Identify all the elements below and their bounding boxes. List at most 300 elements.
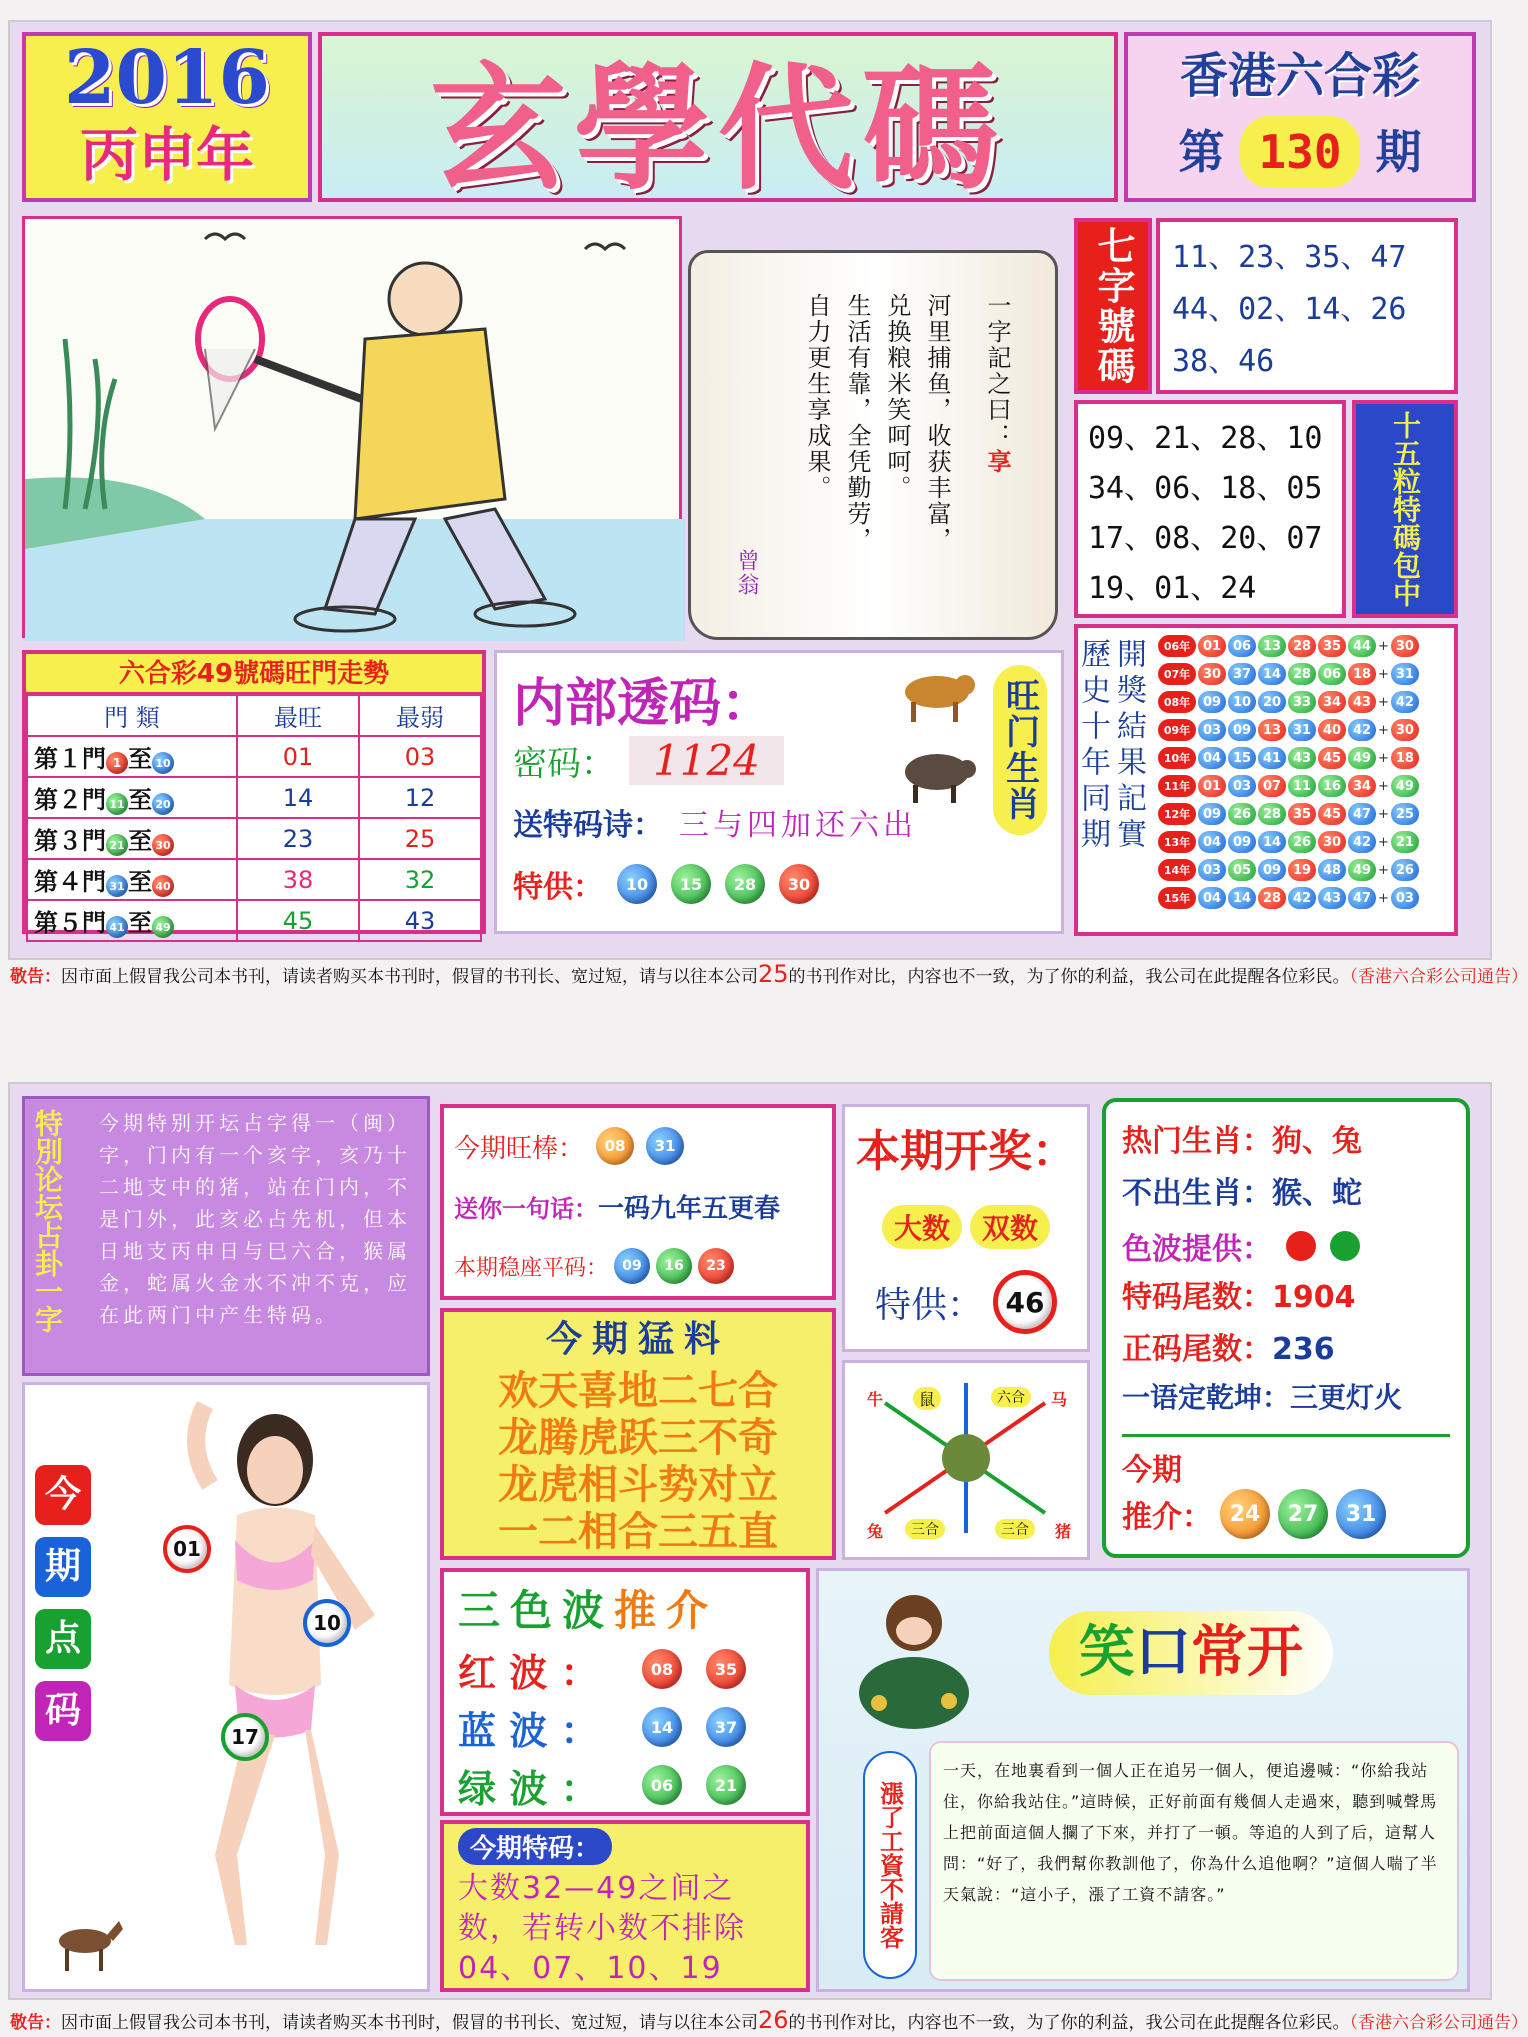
door-to: 49 bbox=[152, 916, 174, 938]
hot-rec-label-a: 今期 bbox=[1122, 1453, 1182, 1488]
ping-ball: 23 bbox=[698, 1248, 734, 1284]
waves-red-label: 红 波 ： bbox=[458, 1650, 599, 1695]
notice-label: 敬告： bbox=[10, 2013, 61, 2033]
trend-table-box bbox=[22, 650, 486, 937]
hot-rec-box bbox=[1122, 1434, 1450, 1539]
inside-special-ball: 10 bbox=[617, 864, 657, 904]
monkey-money-image bbox=[849, 1583, 979, 1733]
history-num: 43 bbox=[1288, 747, 1316, 769]
joke-side: 漲了工資不請客 bbox=[863, 1751, 917, 1979]
fierce-line-2: 龙腾虎跃三不奇 bbox=[498, 1415, 778, 1461]
seven-codes-line-1: 11、23、35、47 bbox=[1172, 240, 1407, 275]
history-num: 19 bbox=[1288, 859, 1316, 881]
notice-number: 26 bbox=[758, 2006, 789, 2034]
history-num: 28 bbox=[1288, 663, 1316, 685]
history-num: 49 bbox=[1348, 747, 1376, 769]
history-num: 06 bbox=[1318, 663, 1346, 685]
hot-value: 猴、蛇 bbox=[1272, 1176, 1362, 1211]
model-image bbox=[125, 1385, 425, 1985]
history-num: 01 bbox=[1198, 775, 1226, 797]
history-num: 26 bbox=[1228, 803, 1256, 825]
history-year: 14年 bbox=[1158, 859, 1196, 881]
forum-box bbox=[22, 1096, 430, 1376]
history-year: 11年 bbox=[1158, 775, 1196, 797]
trend-min: 43 bbox=[359, 900, 481, 941]
hot-line-4 bbox=[1122, 1272, 1450, 1324]
history-num: 33 bbox=[1288, 691, 1316, 713]
waves-title-a: 三色波 bbox=[458, 1586, 615, 1635]
joke-title-a: 笑 bbox=[1079, 1620, 1135, 1685]
poem-line-1: 河里捕鱼，收获丰富， bbox=[923, 293, 951, 553]
poem-line-3: 生活有靠，全凭勤劳， bbox=[843, 293, 871, 553]
history-special: 31 bbox=[1391, 663, 1419, 685]
history-special: 21 bbox=[1391, 831, 1419, 853]
point-code-char: 今 bbox=[35, 1465, 91, 1525]
issue-suffix: 期 bbox=[1375, 125, 1422, 179]
trend-header-type: 門 類 bbox=[27, 695, 237, 736]
hot-box bbox=[1102, 1098, 1470, 1558]
history-num: 14 bbox=[1258, 831, 1286, 853]
door-to-word: 至 bbox=[128, 867, 152, 896]
compass-n2: 鼠 bbox=[913, 1387, 941, 1410]
tiger-image bbox=[897, 657, 977, 727]
fierce-line-4: 一二相合三五直 bbox=[498, 1509, 778, 1555]
door-to-word: 至 bbox=[128, 785, 152, 814]
draw-special-label: 特供： bbox=[874, 1284, 983, 1326]
king-box bbox=[440, 1104, 836, 1300]
list-item: 12年 09 26 28 35 45 47 + 25 bbox=[1158, 800, 1458, 828]
history-label-b: 開獎結果記實 bbox=[1111, 638, 1146, 854]
history-num: 03 bbox=[1198, 719, 1226, 741]
history-num: 34 bbox=[1318, 691, 1346, 713]
king-line bbox=[454, 1116, 822, 1176]
year-name: 丙申年 bbox=[79, 121, 254, 189]
page-title: 玄學代碼 bbox=[430, 49, 1006, 209]
history-year: 12年 bbox=[1158, 803, 1196, 825]
hot-label: 一语定乾坤： bbox=[1122, 1381, 1291, 1414]
history-num: 16 bbox=[1318, 775, 1346, 797]
waves-box bbox=[440, 1568, 810, 1816]
history-special: 18 bbox=[1391, 747, 1419, 769]
draw-special-line bbox=[845, 1257, 1087, 1347]
inside-special-label: 特供： bbox=[513, 870, 603, 905]
history-num: 40 bbox=[1318, 719, 1346, 741]
notice-text-b: 的书刊作对比，内容也不一致，为了你的利益，我公司在此提醒各位彩民。 bbox=[788, 967, 1350, 987]
door-to-word: 至 bbox=[128, 826, 152, 855]
notice-text-b: 的书刊作对比，内容也不一致，为了你的利益，我公司在此提醒各位彩民。 bbox=[788, 2013, 1350, 2033]
door-to-word: 至 bbox=[128, 744, 152, 773]
list-item: 15年 04 14 28 42 43 47 + 03 bbox=[1158, 884, 1458, 912]
history-num: 04 bbox=[1198, 831, 1226, 853]
compass-s1: 兔 bbox=[867, 1522, 884, 1541]
brand-name: 香港六合彩 bbox=[1179, 48, 1420, 104]
history-num: 20 bbox=[1258, 691, 1286, 713]
table-row bbox=[27, 736, 481, 777]
hot-value: 1904 bbox=[1272, 1280, 1356, 1315]
history-num: 07 bbox=[1258, 775, 1286, 797]
history-num: 41 bbox=[1258, 747, 1286, 769]
trend-min: 32 bbox=[359, 859, 481, 900]
history-num: 10 bbox=[1228, 691, 1256, 713]
history-year: 10年 bbox=[1158, 747, 1196, 769]
notice-text-a: 因市面上假冒我公司本书刊，请读者购买本书刊时，假冒的书刊长、宽过短，请与以往本公司 bbox=[61, 2013, 758, 2033]
trend-max: 01 bbox=[237, 736, 359, 777]
compass-n4: 马 bbox=[1051, 1390, 1068, 1409]
history-num: 09 bbox=[1198, 803, 1226, 825]
phrase-line bbox=[454, 1176, 822, 1236]
notice-number: 25 bbox=[758, 960, 789, 988]
hot-rec-ball: 31 bbox=[1336, 1489, 1386, 1539]
history-num: 48 bbox=[1318, 859, 1346, 881]
special-code-text: 大数32—49之间之数，若转小数不排除04、07、10、19 bbox=[458, 1871, 746, 1986]
door-to: 20 bbox=[152, 793, 174, 815]
inside-box bbox=[494, 650, 1064, 934]
phrase-label: 送你一句话： bbox=[454, 1194, 598, 1223]
waves-ball: 14 bbox=[642, 1707, 682, 1747]
list-item: 08年 09 10 20 33 34 43 + 42 bbox=[1158, 688, 1458, 716]
trend-max: 23 bbox=[237, 818, 359, 859]
trend-door bbox=[27, 736, 237, 777]
history-special: 42 bbox=[1391, 691, 1419, 713]
history-num: 14 bbox=[1228, 887, 1256, 909]
seven-codes-line-3: 38、46 bbox=[1172, 344, 1275, 379]
issue-line bbox=[1128, 116, 1472, 188]
poem-title bbox=[980, 293, 1015, 593]
green-dot-icon bbox=[1330, 1231, 1360, 1261]
history-num: 18 bbox=[1348, 663, 1376, 685]
notice-label: 敬告： bbox=[10, 967, 61, 987]
trend-door bbox=[27, 859, 237, 900]
waves-red-line bbox=[458, 1640, 792, 1698]
poem-signature: 曾翁 bbox=[734, 549, 759, 597]
trend-max: 38 bbox=[237, 859, 359, 900]
inside-special-ball: 30 bbox=[779, 864, 819, 904]
history-num: 42 bbox=[1348, 831, 1376, 853]
draw-special-ball: 46 bbox=[993, 1270, 1057, 1334]
history-num: 28 bbox=[1258, 887, 1286, 909]
history-num: 35 bbox=[1318, 635, 1346, 657]
history-year: 13年 bbox=[1158, 831, 1196, 853]
fierce-box bbox=[440, 1308, 836, 1560]
history-special: 30 bbox=[1391, 719, 1419, 741]
waves-ball: 08 bbox=[642, 1649, 682, 1689]
history-special: 03 bbox=[1391, 887, 1419, 909]
trend-door bbox=[27, 777, 237, 818]
door-name: 第４門 bbox=[34, 867, 106, 896]
point-code-label bbox=[35, 1465, 91, 1741]
fifteen-codes-line-2: 34、06、18、05 bbox=[1088, 471, 1323, 506]
door-from: 21 bbox=[106, 834, 128, 856]
inside-special-line bbox=[513, 853, 1045, 915]
inside-special-ball: 15 bbox=[671, 864, 711, 904]
notice-org: （香港六合彩公司通告） bbox=[1349, 967, 1528, 987]
seven-codes-values bbox=[1156, 218, 1458, 394]
hot-rec-label-b: 推介： bbox=[1122, 1500, 1212, 1535]
history-num: 42 bbox=[1288, 887, 1316, 909]
history-box bbox=[1074, 624, 1458, 936]
notice-bottom bbox=[10, 2006, 1528, 2034]
history-num: 28 bbox=[1288, 635, 1316, 657]
ping-label: 本期稳座平码： bbox=[454, 1255, 609, 1281]
joke-title-c: 常开 bbox=[1191, 1620, 1303, 1685]
history-num: 47 bbox=[1348, 803, 1376, 825]
draw-box bbox=[842, 1104, 1090, 1352]
point-code-ball: 10 bbox=[303, 1599, 351, 1647]
door-name: 第１門 bbox=[34, 744, 106, 773]
history-year: 08年 bbox=[1158, 691, 1196, 713]
fifteen-codes-line-4: 19、01、24 bbox=[1088, 571, 1257, 606]
trend-title: 六合彩49號碼旺門走勢 bbox=[26, 654, 482, 694]
history-num: 45 bbox=[1318, 747, 1346, 769]
door-name: 第２門 bbox=[34, 785, 106, 814]
point-code-char: 码 bbox=[35, 1681, 91, 1741]
hot-label: 热门生肖： bbox=[1122, 1124, 1272, 1159]
draw-title: 本期开奖： bbox=[856, 1126, 1076, 1177]
table-row bbox=[27, 859, 481, 900]
waves-ball: 35 bbox=[706, 1649, 746, 1689]
history-num: 49 bbox=[1348, 859, 1376, 881]
compass-n3: 六合 bbox=[991, 1387, 1031, 1407]
brand-box bbox=[1124, 32, 1476, 202]
door-to-word: 至 bbox=[128, 908, 152, 937]
trend-header-row bbox=[27, 695, 481, 736]
fierce-title: 今期猛料 bbox=[545, 1319, 730, 1360]
history-year: 06年 bbox=[1158, 635, 1196, 657]
waves-ball: 21 bbox=[706, 1765, 746, 1805]
door-to: 40 bbox=[152, 875, 174, 897]
waves-title bbox=[458, 1578, 792, 1640]
trend-header-max: 最旺 bbox=[237, 695, 359, 736]
hot-rec-ball: 24 bbox=[1220, 1489, 1270, 1539]
history-num: 47 bbox=[1348, 887, 1376, 909]
list-item: 13年 04 09 14 26 30 42 + 21 bbox=[1158, 828, 1458, 856]
ping-ball: 16 bbox=[656, 1248, 692, 1284]
inside-special-ball: 28 bbox=[725, 864, 765, 904]
history-special: 25 bbox=[1391, 803, 1419, 825]
fierce-line-1: 欢天喜地二七合 bbox=[498, 1368, 778, 1414]
door-to: 10 bbox=[152, 752, 174, 774]
ping-ball: 09 bbox=[614, 1248, 650, 1284]
trend-table bbox=[26, 694, 482, 942]
forum-label: 特別论坛占卦一字 bbox=[31, 1109, 64, 1333]
door-name: 第３門 bbox=[34, 826, 106, 855]
year-number: 2016 bbox=[64, 35, 270, 121]
trend-header-min: 最弱 bbox=[359, 695, 481, 736]
hot-label: 不出生肖： bbox=[1122, 1176, 1272, 1211]
list-item: 06年 01 06 13 28 35 44 + 30 bbox=[1158, 632, 1458, 660]
notice-text-a: 因市面上假冒我公司本书刊，请读者购买本书刊时，假冒的书刊长、宽过短，请与以往本公司 bbox=[61, 967, 758, 987]
hot-value: 狗、兔 bbox=[1272, 1124, 1362, 1159]
door-to: 30 bbox=[152, 834, 174, 856]
history-num: 11 bbox=[1288, 775, 1316, 797]
compass-s2: 三合 bbox=[905, 1519, 945, 1539]
seven-codes-label: 七字號碼 bbox=[1091, 226, 1135, 386]
history-special: 26 bbox=[1391, 859, 1419, 881]
point-code-char: 点 bbox=[35, 1609, 91, 1669]
joke-title-b: 口 bbox=[1135, 1620, 1191, 1685]
inside-code-label: 密码： bbox=[513, 743, 615, 784]
waves-blue-line bbox=[458, 1698, 792, 1756]
door-from: 11 bbox=[106, 793, 128, 815]
joke-box bbox=[816, 1568, 1470, 1992]
waves-title-b: 推介 bbox=[614, 1586, 719, 1635]
point-code-ball: 01 bbox=[163, 1525, 211, 1573]
fifteen-codes-box bbox=[1352, 400, 1458, 618]
poem-title-text: 一字記之曰： bbox=[983, 293, 1011, 449]
hot-label: 正码尾数： bbox=[1122, 1332, 1272, 1367]
trend-max: 14 bbox=[237, 777, 359, 818]
hot-value: 236 bbox=[1272, 1332, 1335, 1367]
trend-door bbox=[27, 900, 237, 941]
history-num: 06 bbox=[1228, 635, 1256, 657]
history-num: 09 bbox=[1228, 831, 1256, 853]
inside-title: 内部透码： bbox=[513, 674, 774, 734]
table-row bbox=[27, 900, 481, 941]
history-num: 01 bbox=[1198, 635, 1226, 657]
door-from: 31 bbox=[106, 875, 128, 897]
history-num: 45 bbox=[1318, 803, 1346, 825]
hot-line-3 bbox=[1122, 1220, 1450, 1272]
history-num: 30 bbox=[1198, 663, 1226, 685]
history-label-a: 歷史十年同期 bbox=[1075, 638, 1110, 854]
hot-label: 特码尾数： bbox=[1122, 1280, 1272, 1315]
history-num: 43 bbox=[1348, 691, 1376, 713]
waves-green-label: 绿 波 ： bbox=[458, 1766, 599, 1811]
hot-line-1 bbox=[1122, 1116, 1450, 1168]
hot-label: 色波提供： bbox=[1122, 1232, 1272, 1267]
history-num: 04 bbox=[1198, 887, 1226, 909]
horse-image bbox=[45, 1915, 125, 1975]
phrase-text: 一码九年五更春 bbox=[598, 1193, 781, 1224]
hot-rec-line bbox=[1122, 1489, 1450, 1539]
table-row bbox=[27, 818, 481, 859]
fifteen-codes-line-3: 17、08、20、07 bbox=[1088, 521, 1323, 556]
king-ball: 31 bbox=[646, 1127, 684, 1165]
history-num: 28 bbox=[1258, 803, 1286, 825]
red-dot-icon bbox=[1286, 1231, 1316, 1261]
history-special: 30 bbox=[1391, 635, 1419, 657]
inside-code: 1124 bbox=[629, 736, 784, 785]
list-item: 07年 30 37 14 28 06 18 + 31 bbox=[1158, 660, 1458, 688]
inside-poem-label: 送特码诗： bbox=[513, 808, 663, 843]
history-year: 15年 bbox=[1158, 887, 1196, 909]
history-num: 44 bbox=[1348, 635, 1376, 657]
fisherman-image bbox=[25, 219, 685, 641]
fifteen-codes-values bbox=[1074, 400, 1346, 618]
point-code-ball: 17 bbox=[221, 1713, 269, 1761]
door-name: 第５門 bbox=[34, 908, 106, 937]
door-from: 1 bbox=[106, 752, 128, 774]
compass-s3: 三合 bbox=[995, 1519, 1035, 1539]
point-code-box bbox=[22, 1382, 430, 1992]
ping-line bbox=[454, 1236, 822, 1296]
poem-scroll bbox=[688, 250, 1058, 640]
fierce-line-3: 龙虎相斗势对立 bbox=[498, 1462, 778, 1508]
list-item: 14年 03 05 09 19 48 49 + 26 bbox=[1158, 856, 1458, 884]
fifteen-codes-line-1: 09、21、28、10 bbox=[1088, 421, 1323, 456]
joke-text: 一天，在地裏看到一個人正在追另一個人，便追邊喊：“你給我站住，你給我站住。”這時候，正好前面有幾個人走過來，聽到喊聲馬上把前面這個人攔了下來，并打了一頓。等追的人到了后，這幫人問：“好了，我們幫你教訓他了，你為什么追他啊？”這個人喘了半天氣說：“這小子，漲了工資不請客。” bbox=[929, 1741, 1459, 1981]
title-box bbox=[318, 32, 1118, 209]
king-label: 今期旺棒： bbox=[454, 1133, 585, 1164]
history-num: 43 bbox=[1318, 887, 1346, 909]
history-num: 26 bbox=[1288, 831, 1316, 853]
history-year: 07年 bbox=[1158, 663, 1196, 685]
notice-org: （香港六合彩公司通告） bbox=[1349, 2013, 1528, 2033]
door-from: 41 bbox=[106, 916, 128, 938]
compass-box bbox=[842, 1360, 1090, 1560]
notice-top bbox=[10, 960, 1528, 988]
issue-number: 130 bbox=[1240, 116, 1359, 188]
issue-prefix: 第 bbox=[1178, 125, 1225, 179]
special-code-box bbox=[440, 1820, 810, 1992]
poem-title-word: 享 bbox=[983, 449, 1011, 475]
inside-poem: 三与四加还六出 bbox=[679, 808, 917, 843]
list-item: 11年 01 03 07 11 16 34 + 49 bbox=[1158, 772, 1458, 800]
seven-codes-box bbox=[1074, 218, 1152, 394]
history-num: 04 bbox=[1198, 747, 1226, 769]
draw-tag-b: 双数 bbox=[970, 1205, 1050, 1249]
waves-ball: 06 bbox=[642, 1765, 682, 1805]
special-code-title: 今期特码： bbox=[458, 1828, 612, 1865]
trend-min: 03 bbox=[359, 736, 481, 777]
list-item: 09年 03 09 13 31 40 42 + 30 bbox=[1158, 716, 1458, 744]
trend-door bbox=[27, 818, 237, 859]
history-num: 30 bbox=[1318, 831, 1346, 853]
joke-title bbox=[1049, 1611, 1333, 1695]
zodiac-label: 旺门生肖 bbox=[993, 665, 1047, 835]
history-num: 09 bbox=[1228, 719, 1256, 741]
trend-min: 25 bbox=[359, 818, 481, 859]
history-num: 03 bbox=[1228, 775, 1256, 797]
history-num: 09 bbox=[1198, 691, 1226, 713]
history-num: 34 bbox=[1348, 775, 1376, 797]
history-special: 49 bbox=[1391, 775, 1419, 797]
seven-codes-line-2: 44、02、14、26 bbox=[1172, 292, 1407, 327]
hot-line-5 bbox=[1122, 1324, 1450, 1376]
history-num: 37 bbox=[1228, 663, 1256, 685]
history-num: 14 bbox=[1258, 663, 1286, 685]
point-code-char: 期 bbox=[35, 1537, 91, 1597]
waves-green-line bbox=[458, 1756, 792, 1814]
history-num: 35 bbox=[1288, 803, 1316, 825]
compass-n1: 牛 bbox=[867, 1390, 884, 1409]
poem-line-2: 兑换粮米笑呵呵。 bbox=[883, 293, 911, 501]
hot-value: 三更灯火 bbox=[1290, 1381, 1403, 1414]
history-num: 03 bbox=[1198, 859, 1226, 881]
boar-image bbox=[897, 737, 977, 807]
hot-line-6 bbox=[1122, 1376, 1450, 1428]
king-ball: 08 bbox=[596, 1127, 634, 1165]
history-num: 31 bbox=[1288, 719, 1316, 741]
draw-tag-a: 大数 bbox=[882, 1205, 962, 1249]
year-box bbox=[22, 32, 312, 202]
forum-text: 今期特别开坛占字得一（闽）字，门内有一个亥字，亥乃十二地支中的猪，站在门内，不是门外，此亥必占先机，但本日地支丙申日与巳六合，猴属金，蛇属火金水不冲不克，应在此两门中产生特码。 bbox=[99, 1111, 411, 1327]
trend-min: 12 bbox=[359, 777, 481, 818]
fisherman-illustration bbox=[22, 216, 682, 638]
hot-rec-ball: 27 bbox=[1278, 1489, 1328, 1539]
draw-tags bbox=[845, 1197, 1087, 1257]
trend-max: 45 bbox=[237, 900, 359, 941]
waves-blue-label: 蓝 波 ： bbox=[458, 1708, 599, 1753]
table-row bbox=[27, 777, 481, 818]
history-num: 09 bbox=[1258, 859, 1286, 881]
history-num: 13 bbox=[1258, 719, 1286, 741]
compass-s4: 猪 bbox=[1055, 1522, 1072, 1541]
history-num: 13 bbox=[1258, 635, 1286, 657]
waves-ball: 37 bbox=[706, 1707, 746, 1747]
history-list bbox=[1158, 632, 1458, 912]
list-item: 10年 04 15 41 43 45 49 + 18 bbox=[1158, 744, 1458, 772]
